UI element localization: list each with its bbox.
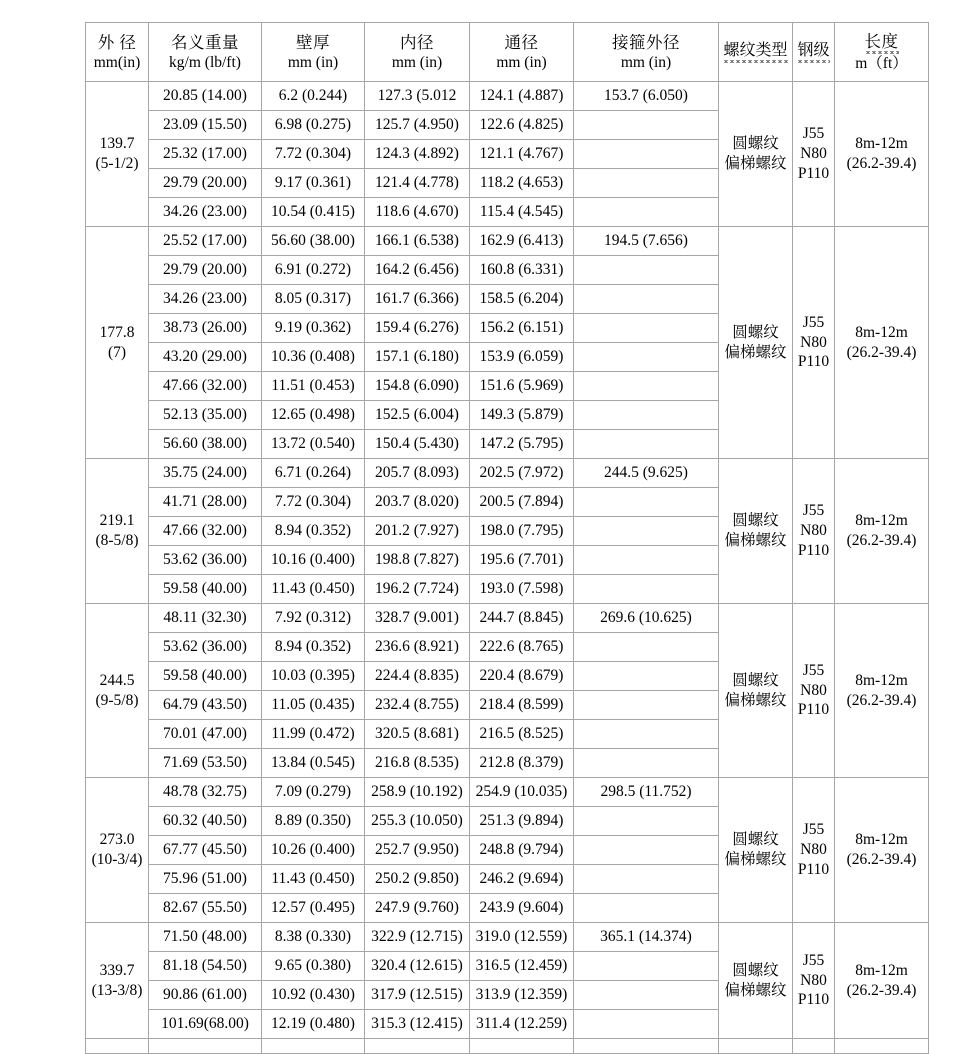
cell-inner-diameter[interactable]: 320.5 (8.681): [365, 720, 470, 749]
cell-length[interactable]: [835, 923, 929, 1039]
cell-inner-diameter[interactable]: 201.2 (7.927): [365, 517, 470, 546]
outer-diameter-mm: 244.5: [99, 671, 135, 689]
cell-inner-diameter[interactable]: 216.8 (8.535): [365, 749, 470, 778]
cell-wall-thickness[interactable]: 11.05 (0.435): [262, 691, 365, 720]
cell-inner-diameter[interactable]: 258.9 (10.192): [365, 778, 470, 807]
cell-drift-diameter[interactable]: 193.0 (7.598): [470, 575, 574, 604]
cell-wall-thickness[interactable]: 10.16 (0.400): [262, 546, 365, 575]
cell-wall-thickness[interactable]: 8.94 (0.352): [262, 517, 365, 546]
cell-outer-diameter[interactable]: [86, 778, 149, 923]
outer-diameter-mm: 273.0: [99, 831, 135, 849]
cell-wall-thickness[interactable]: 9.17 (0.361): [262, 169, 365, 198]
cell-outer-diameter[interactable]: [86, 82, 149, 227]
cell-coupling-outer-diameter[interactable]: 269.6 (10.625): [574, 604, 719, 633]
cell-clipped: [574, 1039, 719, 1054]
steel-grade-option: J55: [802, 821, 825, 839]
length-value: 8m-12m: [855, 671, 908, 689]
cell-inner-diameter[interactable]: 124.3 (4.892): [365, 140, 470, 169]
cell-thread-type[interactable]: [719, 82, 793, 227]
cell-drift-diameter[interactable]: 149.3 (5.879): [470, 401, 574, 430]
cell-coupling-outer-diameter[interactable]: 244.5 (9.625): [574, 459, 719, 488]
thread-type-option: 圆螺纹: [732, 831, 779, 849]
cell-nominal-weight[interactable]: 38.73 (26.00): [149, 314, 262, 343]
table-row: [86, 459, 929, 488]
cell-nominal-weight[interactable]: 20.85 (14.00): [149, 82, 262, 111]
cell-inner-diameter[interactable]: 154.8 (6.090): [365, 372, 470, 401]
length-value: 8m-12m: [855, 512, 908, 530]
cell-inner-diameter[interactable]: 150.4 (5.430): [365, 430, 470, 459]
cell-inner-diameter[interactable]: 317.9 (12.515): [365, 981, 470, 1010]
column-header-coupling-outer-diameter: [574, 23, 719, 82]
cell-inner-diameter[interactable]: 203.7 (8.020): [365, 488, 470, 517]
cell-coupling-outer-diameter-empty[interactable]: [574, 836, 719, 865]
length-value: (26.2-39.4): [846, 981, 917, 999]
cell-nominal-weight[interactable]: 81.18 (54.50): [149, 952, 262, 981]
cell-drift-diameter[interactable]: 244.7 (8.845): [470, 604, 574, 633]
cell-drift-diameter[interactable]: 246.2 (9.694): [470, 865, 574, 894]
cell-steel-grade[interactable]: [793, 459, 835, 604]
cell-wall-thickness[interactable]: 12.19 (0.480): [262, 1010, 365, 1039]
cell-wall-thickness[interactable]: 8.05 (0.317): [262, 285, 365, 314]
column-header-steel-grade: [793, 23, 835, 82]
outer-diameter-mm: 219.1: [99, 512, 135, 530]
cell-wall-thickness[interactable]: 11.99 (0.472): [262, 720, 365, 749]
column-header-nominal-weight: [149, 23, 262, 82]
cell-inner-diameter[interactable]: 121.4 (4.778): [365, 169, 470, 198]
cell-wall-thickness[interactable]: 8.94 (0.352): [262, 633, 365, 662]
cell-wall-thickness[interactable]: 11.51 (0.453): [262, 372, 365, 401]
cell-nominal-weight[interactable]: 48.78 (32.75): [149, 778, 262, 807]
cell-coupling-outer-diameter-empty[interactable]: [574, 372, 719, 401]
cell-wall-thickness[interactable]: 11.43 (0.450): [262, 575, 365, 604]
steel-grade-option: P110: [797, 353, 830, 371]
cell-nominal-weight[interactable]: 70.01 (47.00): [149, 720, 262, 749]
cell-clipped: [793, 1039, 835, 1054]
cell-inner-diameter[interactable]: 247.9 (9.760): [365, 894, 470, 923]
outer-diameter-inch: (10-3/4): [91, 851, 143, 868]
cell-length[interactable]: [835, 227, 929, 459]
cell-coupling-outer-diameter[interactable]: 365.1 (14.374): [574, 923, 719, 952]
thread-type-option: 偏梯螺纹: [724, 532, 787, 549]
cell-drift-diameter[interactable]: 147.2 (5.795): [470, 430, 574, 459]
cell-wall-thickness[interactable]: 7.72 (0.304): [262, 488, 365, 517]
cell-thread-type[interactable]: [719, 227, 793, 459]
cell-nominal-weight[interactable]: 56.60 (38.00): [149, 430, 262, 459]
cell-wall-thickness[interactable]: 10.92 (0.430): [262, 981, 365, 1010]
header-title-nominal-weight: 名义重量: [171, 32, 239, 52]
cell-length[interactable]: [835, 778, 929, 923]
cell-drift-diameter[interactable]: 124.1 (4.887): [470, 82, 574, 111]
length-value: 8m-12m: [855, 323, 908, 341]
cell-inner-diameter[interactable]: 328.7 (9.001): [365, 604, 470, 633]
cell-clipped: [86, 1039, 149, 1054]
length-value: (26.2-39.4): [846, 155, 917, 172]
cell-drift-diameter[interactable]: 162.9 (6.413): [470, 227, 574, 256]
cell-wall-thickness[interactable]: 6.98 (0.275): [262, 111, 365, 140]
cell-drift-diameter[interactable]: 220.4 (8.679): [470, 662, 574, 691]
cell-wall-thickness[interactable]: 13.84 (0.545): [262, 749, 365, 778]
cell-nominal-weight[interactable]: 29.79 (20.00): [149, 256, 262, 285]
cell-coupling-outer-diameter[interactable]: 153.7 (6.050): [574, 82, 719, 111]
steel-grade-option: P110: [797, 541, 830, 559]
cell-nominal-weight[interactable]: 34.26 (23.00): [149, 285, 262, 314]
cell-steel-grade[interactable]: [793, 778, 835, 923]
cell-wall-thickness[interactable]: 12.57 (0.495): [262, 894, 365, 923]
cell-drift-diameter[interactable]: 158.5 (6.204): [470, 285, 574, 314]
header-title-steel-grade: 钢级: [797, 41, 829, 63]
cell-drift-diameter[interactable]: 153.9 (6.059): [470, 343, 574, 372]
steel-grade-option: J55: [802, 313, 825, 331]
steel-grade-option: P110: [797, 701, 830, 719]
cell-wall-thickness[interactable]: 8.38 (0.330): [262, 923, 365, 952]
cell-wall-thickness[interactable]: 13.72 (0.540): [262, 430, 365, 459]
cell-nominal-weight[interactable]: 82.67 (55.50): [149, 894, 262, 923]
cell-wall-thickness[interactable]: 10.03 (0.395): [262, 662, 365, 691]
steel-grade-option: N80: [800, 145, 827, 163]
table-row: [86, 82, 929, 111]
column-header-length: [835, 23, 929, 82]
cell-inner-diameter[interactable]: 159.4 (6.276): [365, 314, 470, 343]
thread-type-option: 圆螺纹: [732, 512, 779, 530]
cell-coupling-outer-diameter-empty[interactable]: [574, 662, 719, 691]
header-unit-coupling-outer-diameter: mm (in): [620, 53, 672, 71]
length-value: (26.2-39.4): [846, 532, 917, 549]
cell-drift-diameter[interactable]: 156.2 (6.151): [470, 314, 574, 343]
header-title-drift-diameter: 通径: [504, 32, 539, 52]
cell-coupling-outer-diameter-empty[interactable]: [574, 981, 719, 1010]
cell-steel-grade[interactable]: [793, 923, 835, 1039]
cell-nominal-weight[interactable]: 59.58 (40.00): [149, 575, 262, 604]
table-header: [86, 23, 929, 82]
steel-grade-option: J55: [802, 661, 825, 679]
cell-nominal-weight[interactable]: 47.66 (32.00): [149, 517, 262, 546]
cell-drift-diameter[interactable]: 121.1 (4.767): [470, 140, 574, 169]
cell-coupling-outer-diameter-empty[interactable]: [574, 691, 719, 720]
cell-nominal-weight[interactable]: 53.62 (36.00): [149, 633, 262, 662]
outer-diameter-inch: (7): [107, 343, 127, 361]
cell-length[interactable]: [835, 82, 929, 227]
cell-nominal-weight[interactable]: 101.69(68.00): [149, 1010, 262, 1039]
cell-steel-grade[interactable]: [793, 604, 835, 778]
cell-wall-thickness[interactable]: 9.19 (0.362): [262, 314, 365, 343]
cell-nominal-weight[interactable]: 67.77 (45.50): [149, 836, 262, 865]
cell-clipped: [470, 1039, 574, 1054]
cell-coupling-outer-diameter-empty[interactable]: [574, 256, 719, 285]
cell-outer-diameter[interactable]: [86, 923, 149, 1039]
steel-grade-option: J55: [802, 502, 825, 520]
cell-inner-diameter[interactable]: 322.9 (12.715): [365, 923, 470, 952]
cell-coupling-outer-diameter-empty[interactable]: [574, 111, 719, 140]
cell-drift-diameter[interactable]: 118.2 (4.653): [470, 169, 574, 198]
cell-nominal-weight[interactable]: 53.62 (36.00): [149, 546, 262, 575]
cell-nominal-weight[interactable]: 47.66 (32.00): [149, 372, 262, 401]
outer-diameter-inch: (5-1/2): [95, 155, 139, 172]
cell-drift-diameter[interactable]: 160.8 (6.331): [470, 256, 574, 285]
cell-nominal-weight[interactable]: 25.32 (17.00): [149, 140, 262, 169]
cell-nominal-weight[interactable]: 52.13 (35.00): [149, 401, 262, 430]
thread-type-option: 偏梯螺纹: [724, 851, 787, 868]
cell-nominal-weight[interactable]: 60.32 (40.50): [149, 807, 262, 836]
table-row: [86, 778, 929, 807]
cell-coupling-outer-diameter-empty[interactable]: [574, 546, 719, 575]
cell-drift-diameter[interactable]: 254.9 (10.035): [470, 778, 574, 807]
cell-inner-diameter[interactable]: 127.3 (5.012: [365, 82, 470, 111]
cell-wall-thickness[interactable]: 6.71 (0.264): [262, 459, 365, 488]
cell-steel-grade[interactable]: [793, 82, 835, 227]
thread-type-option: 偏梯螺纹: [724, 981, 787, 999]
header-title-wall-thickness: 壁厚: [296, 32, 330, 52]
cell-coupling-outer-diameter-empty[interactable]: [574, 169, 719, 198]
cell-inner-diameter[interactable]: 152.5 (6.004): [365, 401, 470, 430]
cell-coupling-outer-diameter-empty[interactable]: [574, 633, 719, 662]
cell-coupling-outer-diameter-empty[interactable]: [574, 198, 719, 227]
cell-coupling-outer-diameter-empty[interactable]: [574, 894, 719, 923]
cell-wall-thickness[interactable]: 6.2 (0.244): [262, 82, 365, 111]
cell-coupling-outer-diameter-empty[interactable]: [574, 720, 719, 749]
outer-diameter-mm: 177.8: [99, 323, 135, 341]
cell-drift-diameter[interactable]: 248.8 (9.794): [470, 836, 574, 865]
cell-nominal-weight[interactable]: 34.26 (23.00): [149, 198, 262, 227]
cell-nominal-weight[interactable]: 71.69 (53.50): [149, 749, 262, 778]
cell-inner-diameter[interactable]: 198.8 (7.827): [365, 546, 470, 575]
outer-diameter-inch: (9-5/8): [95, 691, 139, 709]
header-unit-outer-diameter: mm(in): [93, 53, 141, 71]
cell-inner-diameter[interactable]: 157.1 (6.180): [365, 343, 470, 372]
cell-coupling-outer-diameter-empty[interactable]: [574, 575, 719, 604]
cell-drift-diameter[interactable]: 319.0 (12.559): [470, 923, 574, 952]
cell-drift-diameter[interactable]: 202.5 (7.972): [470, 459, 574, 488]
cell-inner-diameter[interactable]: 166.1 (6.538): [365, 227, 470, 256]
length-value: (26.2-39.4): [846, 691, 917, 709]
thread-type-option: 圆螺纹: [732, 671, 779, 689]
steel-grade-option: N80: [800, 681, 827, 699]
table-row: [86, 923, 929, 952]
cell-wall-thickness[interactable]: 10.36 (0.408): [262, 343, 365, 372]
table-body: [86, 82, 929, 1054]
cell-coupling-outer-diameter-empty[interactable]: [574, 430, 719, 459]
steel-grade-option: P110: [797, 860, 830, 878]
cell-wall-thickness[interactable]: 7.72 (0.304): [262, 140, 365, 169]
cell-wall-thickness[interactable]: 6.91 (0.272): [262, 256, 365, 285]
header-title-thread-type: 螺纹类型: [723, 41, 787, 63]
cell-coupling-outer-diameter-empty[interactable]: [574, 285, 719, 314]
cell-inner-diameter[interactable]: 118.6 (4.670): [365, 198, 470, 227]
header-unit-wall-thickness: mm (in): [287, 53, 339, 71]
cell-drift-diameter[interactable]: 313.9 (12.359): [470, 981, 574, 1010]
length-value: (26.2-39.4): [846, 343, 917, 361]
cell-drift-diameter[interactable]: 216.5 (8.525): [470, 720, 574, 749]
cell-length[interactable]: [835, 604, 929, 778]
cell-coupling-outer-diameter-empty[interactable]: [574, 517, 719, 546]
column-header-wall-thickness: [262, 23, 365, 82]
cell-thread-type[interactable]: [719, 923, 793, 1039]
length-value: 8m-12m: [855, 961, 908, 979]
cell-inner-diameter[interactable]: 236.6 (8.921): [365, 633, 470, 662]
table-row: [86, 227, 929, 256]
cell-wall-thickness[interactable]: 7.09 (0.279): [262, 778, 365, 807]
cell-wall-thickness[interactable]: 11.43 (0.450): [262, 865, 365, 894]
cell-nominal-weight[interactable]: 90.86 (61.00): [149, 981, 262, 1010]
cell-drift-diameter[interactable]: 151.6 (5.969): [470, 372, 574, 401]
cell-nominal-weight[interactable]: 43.20 (29.00): [149, 343, 262, 372]
cell-clipped: [149, 1039, 262, 1054]
cell-wall-thickness[interactable]: 9.65 (0.380): [262, 952, 365, 981]
cell-drift-diameter[interactable]: 243.9 (9.604): [470, 894, 574, 923]
cell-wall-thickness[interactable]: 12.65 (0.498): [262, 401, 365, 430]
cell-nominal-weight[interactable]: 71.50 (48.00): [149, 923, 262, 952]
cell-coupling-outer-diameter-empty[interactable]: [574, 807, 719, 836]
cell-wall-thickness[interactable]: 8.89 (0.350): [262, 807, 365, 836]
steel-grade-option: J55: [802, 951, 825, 969]
cell-drift-diameter[interactable]: 311.4 (12.259): [470, 1010, 574, 1039]
cell-coupling-outer-diameter-empty[interactable]: [574, 343, 719, 372]
steel-grade-option: N80: [800, 522, 827, 540]
cell-coupling-outer-diameter-empty[interactable]: [574, 401, 719, 430]
column-header-thread-type: [719, 23, 793, 82]
thread-type-option: 圆螺纹: [732, 135, 779, 153]
header-unit-nominal-weight: kg/m (lb/ft): [169, 53, 241, 71]
cell-coupling-outer-diameter-empty[interactable]: [574, 140, 719, 169]
cell-drift-diameter[interactable]: 251.3 (9.894): [470, 807, 574, 836]
cell-nominal-weight[interactable]: 59.58 (40.00): [149, 662, 262, 691]
cell-steel-grade[interactable]: [793, 227, 835, 459]
header-unit-length: m（ft）: [855, 54, 908, 72]
cell-thread-type[interactable]: [719, 459, 793, 604]
cell-inner-diameter[interactable]: 125.7 (4.950): [365, 111, 470, 140]
cell-clipped: [262, 1039, 365, 1054]
cell-coupling-outer-diameter-empty[interactable]: [574, 488, 719, 517]
cell-thread-type[interactable]: [719, 778, 793, 923]
cell-nominal-weight[interactable]: 41.71 (28.00): [149, 488, 262, 517]
header-title-coupling-outer-diameter: 接箍外径: [612, 32, 680, 52]
thread-type-option: 偏梯螺纹: [724, 343, 787, 361]
cell-outer-diameter[interactable]: [86, 604, 149, 778]
cell-nominal-weight[interactable]: 75.96 (51.00): [149, 865, 262, 894]
header-title-outer-diameter: 外 径: [97, 32, 137, 52]
thread-type-option: 偏梯螺纹: [724, 691, 787, 709]
cell-drift-diameter[interactable]: 200.5 (7.894): [470, 488, 574, 517]
cell-clipped: [719, 1039, 793, 1054]
outer-diameter-inch: (13-3/8): [91, 981, 143, 999]
cell-inner-diameter[interactable]: 205.7 (8.093): [365, 459, 470, 488]
table-row: [86, 604, 929, 633]
cell-inner-diameter[interactable]: 196.2 (7.724): [365, 575, 470, 604]
casing-specification-table: [85, 22, 929, 1054]
cell-inner-diameter[interactable]: 315.3 (12.415): [365, 1010, 470, 1039]
cell-wall-thickness[interactable]: 56.60 (38.00): [262, 227, 365, 256]
cell-nominal-weight[interactable]: 29.79 (20.00): [149, 169, 262, 198]
cell-coupling-outer-diameter[interactable]: 298.5 (11.752): [574, 778, 719, 807]
cell-outer-diameter[interactable]: [86, 227, 149, 459]
steel-grade-option: N80: [800, 971, 827, 989]
column-header-outer-diameter: [86, 23, 149, 82]
header-unit-drift-diameter: mm (in): [496, 53, 547, 71]
cell-length[interactable]: [835, 459, 929, 604]
thread-type-option: 偏梯螺纹: [724, 155, 787, 172]
cell-inner-diameter[interactable]: 164.2 (6.456): [365, 256, 470, 285]
cell-clipped: [365, 1039, 470, 1054]
cell-coupling-outer-diameter-empty[interactable]: [574, 952, 719, 981]
cell-drift-diameter[interactable]: 218.4 (8.599): [470, 691, 574, 720]
cell-inner-diameter[interactable]: 252.7 (9.950): [365, 836, 470, 865]
cell-clipped: [835, 1039, 929, 1054]
column-header-inner-diameter: [365, 23, 470, 82]
cell-inner-diameter[interactable]: 232.4 (8.755): [365, 691, 470, 720]
thread-type-option: 圆螺纹: [732, 323, 779, 341]
steel-grade-option: P110: [797, 164, 830, 182]
cell-inner-diameter[interactable]: 161.7 (6.366): [365, 285, 470, 314]
cell-nominal-weight[interactable]: 23.09 (15.50): [149, 111, 262, 140]
steel-grade-option: N80: [800, 841, 827, 859]
header-unit-inner-diameter: mm (in): [391, 53, 443, 71]
cell-outer-diameter[interactable]: [86, 459, 149, 604]
cell-drift-diameter[interactable]: 195.6 (7.701): [470, 546, 574, 575]
cell-wall-thickness[interactable]: 7.92 (0.312): [262, 604, 365, 633]
steel-grade-option: J55: [802, 125, 825, 143]
cell-drift-diameter[interactable]: 198.0 (7.795): [470, 517, 574, 546]
steel-grade-option: P110: [797, 991, 830, 1009]
cell-drift-diameter[interactable]: 122.6 (4.825): [470, 111, 574, 140]
cell-wall-thickness[interactable]: 10.54 (0.415): [262, 198, 365, 227]
cell-inner-diameter[interactable]: 320.4 (12.615): [365, 952, 470, 981]
outer-diameter-mm: 339.7: [99, 961, 135, 979]
outer-diameter-mm: 139.7: [99, 135, 135, 153]
header-row: [86, 23, 929, 82]
cell-nominal-weight[interactable]: 64.79 (43.50): [149, 691, 262, 720]
header-title-inner-diameter: 内径: [400, 32, 434, 52]
table-row-clipped: [86, 1039, 929, 1054]
cell-coupling-outer-diameter[interactable]: 194.5 (7.656): [574, 227, 719, 256]
cell-nominal-weight[interactable]: 35.75 (24.00): [149, 459, 262, 488]
steel-grade-option: N80: [800, 333, 827, 351]
cell-inner-diameter[interactable]: 224.4 (8.835): [365, 662, 470, 691]
outer-diameter-inch: (8-5/8): [95, 532, 139, 549]
column-header-drift-diameter: [470, 23, 574, 82]
length-value: (26.2-39.4): [846, 851, 917, 868]
cell-coupling-outer-diameter-empty[interactable]: [574, 314, 719, 343]
cell-drift-diameter[interactable]: 115.4 (4.545): [470, 198, 574, 227]
header-title-length: 长度: [865, 31, 899, 54]
cell-inner-diameter[interactable]: 250.2 (9.850): [365, 865, 470, 894]
length-value: 8m-12m: [855, 831, 908, 849]
cell-coupling-outer-diameter-empty[interactable]: [574, 749, 719, 778]
cell-nominal-weight[interactable]: 25.52 (17.00): [149, 227, 262, 256]
cell-drift-diameter[interactable]: 316.5 (12.459): [470, 952, 574, 981]
cell-drift-diameter[interactable]: 212.8 (8.379): [470, 749, 574, 778]
cell-thread-type[interactable]: [719, 604, 793, 778]
cell-coupling-outer-diameter-empty[interactable]: [574, 1010, 719, 1039]
cell-inner-diameter[interactable]: 255.3 (10.050): [365, 807, 470, 836]
cell-nominal-weight[interactable]: 48.11 (32.30): [149, 604, 262, 633]
cell-wall-thickness[interactable]: 10.26 (0.400): [262, 836, 365, 865]
thread-type-option: 圆螺纹: [732, 961, 779, 979]
length-value: 8m-12m: [855, 135, 908, 153]
cell-drift-diameter[interactable]: 222.6 (8.765): [470, 633, 574, 662]
cell-coupling-outer-diameter-empty[interactable]: [574, 865, 719, 894]
